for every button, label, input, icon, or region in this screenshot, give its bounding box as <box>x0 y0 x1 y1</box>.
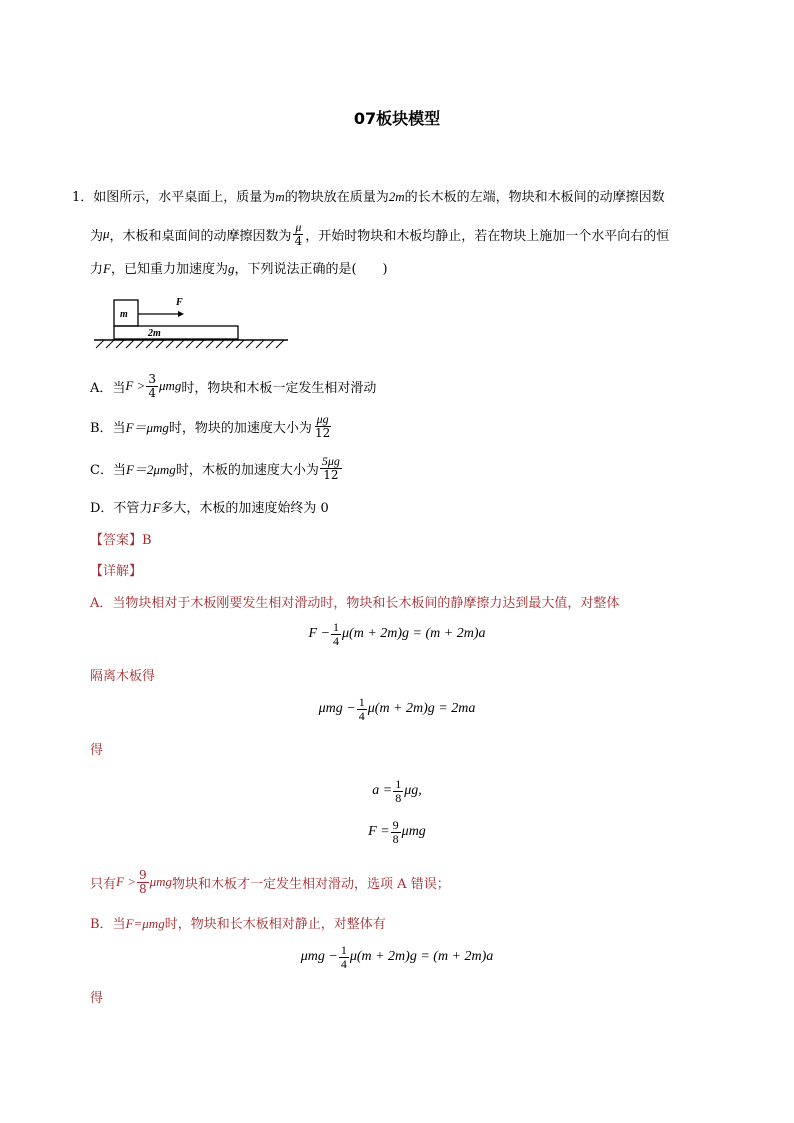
text: 的物块放在质量为 <box>284 190 389 205</box>
board-block-figure <box>92 290 292 352</box>
numerator: 9 <box>138 867 147 882</box>
text: ，下列说法正确的是( ) <box>234 262 388 277</box>
ground-hatching <box>96 340 284 348</box>
board-label: 2m <box>148 328 161 339</box>
numerator: 1 <box>333 619 340 634</box>
eq-right: μ(m + 2m)g = 2ma <box>367 701 476 716</box>
text: B．当 <box>90 917 126 932</box>
arrow-head <box>178 311 184 317</box>
math: μmg <box>149 874 173 889</box>
text: 时，木板的加速度大小为 <box>175 462 319 478</box>
text: 时，物块的加速度大小为 <box>168 420 312 436</box>
equation-3 <box>0 773 794 809</box>
numerator: 9 <box>392 817 399 832</box>
denominator: 12 <box>323 467 339 482</box>
var-2m: 2m <box>388 189 405 204</box>
numerator: 3 <box>148 371 156 386</box>
text: 力 <box>90 262 104 277</box>
numerator: 1 <box>395 776 402 791</box>
fraction <box>137 869 149 896</box>
eq-left: F − <box>308 626 331 641</box>
math: F <box>152 500 161 515</box>
text: 时，物块和长木板相对静止，对整体有 <box>164 917 386 932</box>
text: 时，物块和木板一定发生相对滑动 <box>181 380 377 396</box>
option-d <box>90 497 329 516</box>
math: F＝μmg <box>125 419 169 435</box>
denominator: 4 <box>294 233 303 248</box>
fraction <box>331 621 341 648</box>
numerator: 5μg <box>321 453 340 468</box>
option-c <box>90 450 343 486</box>
eq-left: μmg − <box>300 949 338 964</box>
math: F > <box>125 378 146 393</box>
denominator: 8 <box>392 831 399 846</box>
text: 为 <box>90 228 104 244</box>
equation-1 <box>0 616 794 652</box>
numerator: μg <box>316 411 329 426</box>
text: 多大，木板的加速度始终为 0 <box>160 501 329 516</box>
fraction <box>357 696 367 723</box>
eq-left: a = <box>372 783 393 798</box>
equation-5 <box>0 939 794 975</box>
detail-label: 【详解】 <box>90 564 143 579</box>
denominator: 4 <box>358 708 365 723</box>
denominator: 4 <box>340 956 347 971</box>
math: F＝2μmg <box>125 461 176 477</box>
numerator: 1 <box>358 694 365 709</box>
block-label: m <box>120 309 128 320</box>
fraction <box>320 455 342 482</box>
eq-left: μmg − <box>318 701 356 716</box>
option-b <box>90 408 333 444</box>
option-a <box>90 368 376 404</box>
detail-isolate: 隔离木板得 <box>90 669 156 684</box>
force-label: F <box>176 297 183 308</box>
text: ，已知重力加速度为 <box>110 262 228 277</box>
numerator: μ <box>295 219 302 234</box>
fraction <box>339 944 349 971</box>
fraction <box>393 778 403 805</box>
denominator: 8 <box>138 881 147 896</box>
text: B．当 <box>90 420 126 436</box>
eq-right: μ(m + 2m)g = (m + 2m)a <box>342 626 486 641</box>
denominator: 8 <box>395 790 402 805</box>
text: 只有 <box>90 876 117 892</box>
var-F: F <box>103 261 111 276</box>
eq-left: F = <box>368 824 390 839</box>
detail-de-1: 得 <box>90 743 104 758</box>
detail-conclusion-a <box>90 864 450 900</box>
board <box>114 326 238 339</box>
answer-label: 【答案】 <box>90 533 143 548</box>
question-line-3 <box>90 258 388 277</box>
question-line-1 <box>72 186 665 205</box>
fraction <box>146 373 158 400</box>
detail-a-line: A．当物块相对于木板刚要发生相对滑动时，物块和长木板间的静摩擦力达到最大值，对整体 <box>90 596 620 611</box>
equation-4 <box>0 814 794 850</box>
math: μmg <box>159 378 182 393</box>
var-m: m <box>275 189 285 204</box>
detail-b-line <box>90 913 386 932</box>
text: C．当 <box>90 462 126 478</box>
eq-right: μ(m + 2m)g = (m + 2m)a <box>349 949 494 964</box>
math: F=μmg <box>125 916 165 931</box>
answer <box>90 529 152 548</box>
numerator: 1 <box>340 942 347 957</box>
text: 的长木板的左端，物块和木板间的动摩擦因数 <box>404 190 665 205</box>
var-mu: μ <box>103 226 110 241</box>
fraction <box>313 413 332 440</box>
eq-right: μg, <box>404 783 422 798</box>
fraction-mu-over-4 <box>293 221 305 248</box>
text: D．不管力 <box>90 501 153 516</box>
text: ，开始时物块和木板均静止，若在物块上施加一个水平向右的恒 <box>305 228 670 244</box>
question-number: 1． <box>72 190 94 205</box>
var-g: g <box>227 261 235 276</box>
denominator: 12 <box>314 425 331 440</box>
eq-right: μmg <box>401 824 426 839</box>
page-title: 07板块模型 <box>353 109 441 128</box>
text: A．当 <box>90 380 126 396</box>
text: 如图所示，水平桌面上，质量为 <box>93 190 276 205</box>
fraction <box>391 819 401 846</box>
answer-value: B <box>142 533 152 548</box>
denominator: 4 <box>148 385 156 400</box>
question-line-2 <box>90 214 669 254</box>
text: ，木板和桌面间的动摩擦因数为 <box>109 228 292 244</box>
text: 物块和木板才一定发生相对滑动，选项 A 错误； <box>172 876 450 892</box>
detail-de-2: 得 <box>90 991 104 1006</box>
equation-2 <box>0 691 794 727</box>
denominator: 4 <box>333 633 340 648</box>
math: F > <box>116 874 136 889</box>
